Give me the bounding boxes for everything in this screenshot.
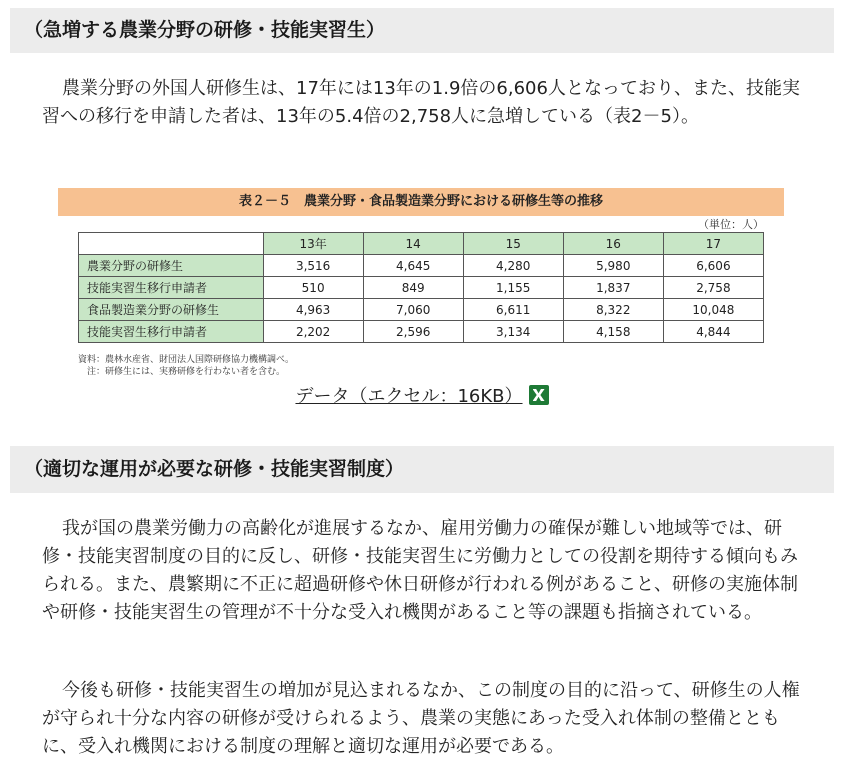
table-cell: 4,844 (663, 321, 763, 343)
table-notes (78, 354, 294, 378)
section1-paragraph: 農業分野の外国人研修生は、17年には13年の1.9倍の6,606人となっており、また、技能実習への移行を申請した者は、13年の5.4倍の2,758人に急増している（表2－5）。 (42, 78, 800, 127)
section2-paragraph-2: 今後も研修・技能実習生の増加が見込まれるなか、この制度の目的に沿って、研修生の人権が守られ十分な内容の研修が受けられるよう、農業の実態にあった受入れ体制の整備とともに、受入れ機関における制度の理解と適切な運用が必要である。 (42, 680, 800, 757)
table-cell: 510 (263, 277, 363, 299)
row-label: 食品製造業分野の研修生 (79, 299, 264, 321)
table-cell: 2,202 (263, 321, 363, 343)
table-corner-cell (79, 233, 264, 255)
table-cell: 6,611 (463, 299, 563, 321)
table-row (79, 277, 764, 299)
column-header: 17 (663, 233, 763, 255)
section2-paragraph-1: 我が国の農業労働力の高齢化が進展するなか、雇用労働力の確保が難しい地域等では、研修・技能実習制度の目的に反し、研修・技能実習生に労働力としての役割を期待する傾向もみられる。また、農繁期に不正に超過研修や休日研修が行われる例があること、研修の実施体制や研修・技能実習生の管理が不十分な受入れ機関があること等の課題も指摘されている。 (42, 518, 798, 623)
table-unit: （単位：人） (698, 218, 764, 231)
table-cell: 4,963 (263, 299, 363, 321)
table-cell: 849 (363, 277, 463, 299)
row-label: 農業分野の研修生 (79, 255, 264, 277)
table-cell: 3,134 (463, 321, 563, 343)
table-row (79, 321, 764, 343)
row-label: 技能実習生移行申請者 (79, 277, 264, 299)
table-cell: 6,606 (663, 255, 763, 277)
table-cell: 1,155 (463, 277, 563, 299)
table-cell: 10,048 (663, 299, 763, 321)
section-heading-proper-operation: （適切な運用が必要な研修・技能実習制度） (10, 446, 834, 493)
table-cell: 1,837 (563, 277, 663, 299)
row-label: 技能実習生移行申請者 (79, 321, 264, 343)
table-cell: 7,060 (363, 299, 463, 321)
column-header: 15 (463, 233, 563, 255)
excel-icon[interactable] (529, 385, 549, 405)
table-cell: 8,322 (563, 299, 663, 321)
table-row (79, 299, 764, 321)
column-header: 13年 (263, 233, 363, 255)
excel-data-link[interactable]: データ（エクセル：16KB） (295, 386, 523, 407)
table-cell: 2,758 (663, 277, 763, 299)
table-cell: 4,280 (463, 255, 563, 277)
trainee-table (78, 232, 764, 343)
column-header: 14 (363, 233, 463, 255)
table-note-source: 資料：農林水産省、財団法人国際研修協力機構調べ。 (78, 355, 295, 365)
table-note-remark: 注：研修生には、実務研修を行わない者を含む。 (78, 367, 286, 377)
table-cell: 4,645 (363, 255, 463, 277)
table-cell: 5,980 (563, 255, 663, 277)
table-cell: 3,516 (263, 255, 363, 277)
section-heading-rapid-increase: （急増する農業分野の研修・技能実習生） (10, 8, 834, 53)
table-header-row (79, 233, 764, 255)
table-cell: 4,158 (563, 321, 663, 343)
data-link-row (0, 384, 844, 410)
table-title: 表２－５ 農業分野・食品製造業分野における研修生等の推移 (58, 188, 784, 216)
column-header: 16 (563, 233, 663, 255)
table-cell: 2,596 (363, 321, 463, 343)
table-row (79, 255, 764, 277)
